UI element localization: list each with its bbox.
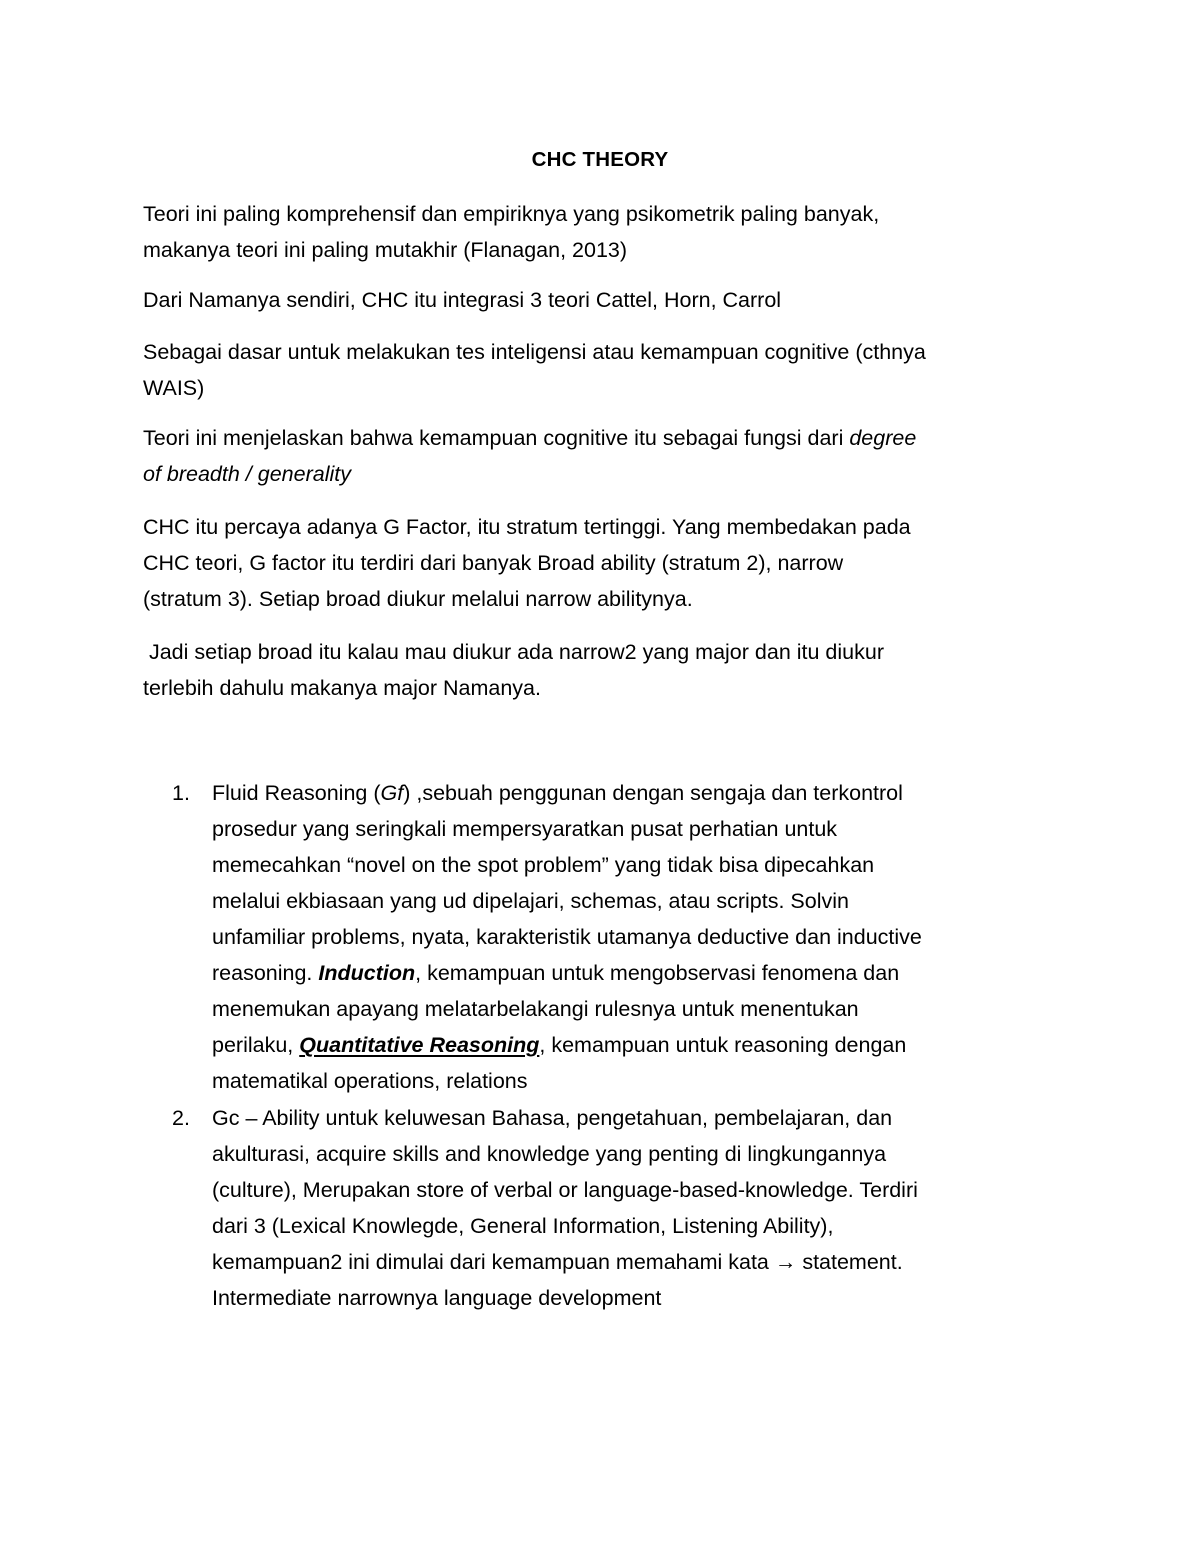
text-line: Fluid Reasoning (Gf) ,sebuah penggunan dengan sengaja dan terkontrol <box>212 781 903 805</box>
text-line: memecahkan “novel on the spot problem” yang tidak bisa dipecahkan <box>212 853 875 877</box>
text-line: CHC teori, G factor itu terdiri dari banyak Broad ability (stratum 2), narrow <box>143 551 844 575</box>
italic-term: degree <box>849 426 917 450</box>
text-line: terlebih dahulu makanya major Namanya. <box>143 676 541 700</box>
text-line: kemampuan2 ini dimulai dari kemampuan memahami kata → statement. <box>212 1250 903 1274</box>
text-line: (culture), Merupakan store of verbal or language-based-knowledge. Terdiri <box>212 1178 918 1202</box>
text-line: akulturasi, acquire skills and knowledge yang penting di lingkungannya <box>212 1142 887 1166</box>
text-line: melalui ekbiasaan yang ud dipelajari, schemas, atau scripts. Solvin <box>212 889 849 913</box>
paragraph-basis <box>143 334 1063 406</box>
document-title: CHC THEORY <box>531 148 669 171</box>
text-line: Intermediate narrownya language development <box>212 1286 662 1310</box>
text-line: (stratum 3). Setiap broad diukur melalui narrow abilitynya. <box>143 587 693 611</box>
text-line: menemukan apayang melatarbelakangi rulesnya untuk menentukan <box>212 997 859 1021</box>
italic-term-line: of breadth / generality <box>143 462 351 486</box>
list-item-body <box>212 1100 918 1316</box>
text-line: Dari Namanya sendiri, CHC itu integrasi 3 teori Cattel, Horn, Carrol <box>143 288 782 312</box>
list-number: 1. <box>172 781 190 805</box>
text-line: Sebagai dasar untuk melakukan tes inteligensi atau kemampuan cognitive (cthnya <box>143 340 926 364</box>
text-line: matematikal operations, relations <box>212 1069 528 1093</box>
arrow-right-icon: → <box>774 1250 797 1274</box>
text-line: makanya teori ini paling mutakhir (Flanagan, 2013) <box>143 238 628 262</box>
text-line: Teori ini menjelaskan bahwa kemampuan cognitive itu sebagai fungsi dari degree <box>143 426 917 450</box>
text-line: Teori ini paling komprehensif dan empiriknya yang psikometrik paling banyak, <box>143 202 880 226</box>
text-line: CHC itu percaya adanya G Factor, itu stratum tertinggi. Yang membedakan pada <box>143 515 911 539</box>
list-item-body <box>212 775 922 1099</box>
text-line: WAIS) <box>143 376 205 400</box>
text-line: Jadi setiap broad itu kalau mau diukur ada narrow2 yang major dan itu diukur <box>143 640 884 664</box>
paragraph-origin <box>143 282 1063 318</box>
bold-italic-underlined-term: Quantitative Reasoning <box>299 1033 540 1057</box>
paragraph-intro <box>143 196 1063 268</box>
text-line: dari 3 (Lexical Knowlegde, General Information, Listening Ability), <box>212 1214 834 1238</box>
bold-italic-term: Induction <box>318 961 416 985</box>
text-line: reasoning. Induction, kemampuan untuk mengobservasi fenomena dan <box>212 961 900 985</box>
italic-term: Gf <box>380 781 404 805</box>
text-line: perilaku, Quantitative Reasoning, kemampuan untuk reasoning dengan <box>212 1033 907 1057</box>
text-line: Gc – Ability untuk keluwesan Bahasa, pengetahuan, pembelajaran, dan <box>212 1106 893 1130</box>
paragraph-broad-narrow <box>143 634 1063 706</box>
paragraph-explanation <box>143 420 1063 492</box>
list-number: 2. <box>172 1106 190 1130</box>
text-line: prosedur yang seringkali mempersyaratkan pusat perhatian untuk <box>212 817 838 841</box>
text-line: unfamiliar problems, nyata, karakteristik utamanya deductive dan inductive <box>212 925 922 949</box>
paragraph-g-factor <box>143 509 1063 617</box>
